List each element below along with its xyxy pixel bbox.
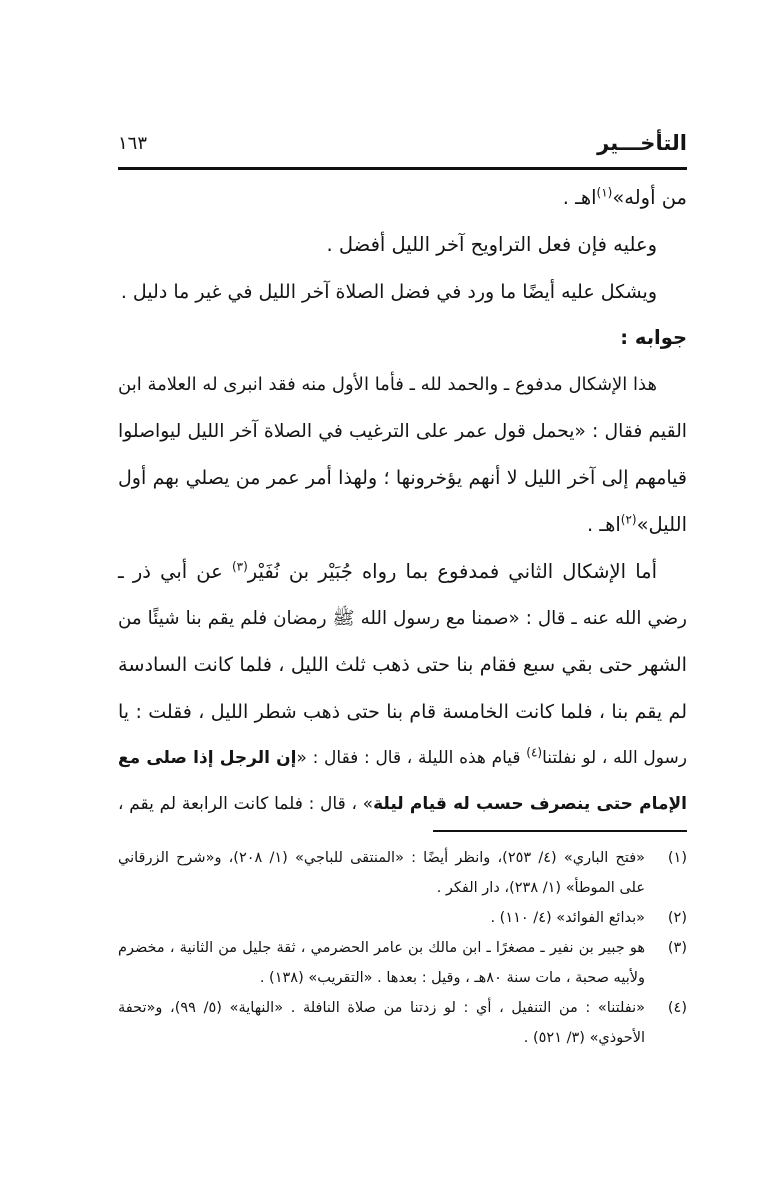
footnote-3 [118, 933, 687, 963]
body-line-7: قيامهم إلى آخر الليل لا أنهم يؤخرونها ؛ ولهذا أمر عمر من يصلي بهم أول [118, 467, 687, 489]
footnote-text: «فتح الباري» (٤/ ٢٥٣)، وانظر أيضًا : «المنتقى للباجي» (١/ ٢٠٨)، و«شرح الزرقاني [118, 850, 645, 866]
hadith-quote-bold: إن الرجل إذا صلى مع [118, 748, 297, 768]
body-line-2: وعليه فإن فعل التراويح آخر الليل أفضل . [326, 233, 657, 256]
line-text: الليل» [636, 513, 687, 536]
footnote-text: «نفلتنا» : من التنفيل ، أي : لو زدتنا من صلاة النافلة . «النهاية» (٥/ ٩٩)، و«تحفة [118, 1000, 646, 1016]
header-divider [118, 167, 687, 170]
running-header [118, 126, 687, 160]
page-number: ١٦٣ [118, 132, 148, 154]
line-text-cont: قيام هذه الليلة ، قال : فقال : « [296, 748, 521, 768]
footnote-number: (١) [667, 850, 687, 866]
footnote-ref-3: (٣) [231, 559, 248, 574]
line-text: رسول الله ، لو نفلتنا [542, 748, 688, 768]
body-line-12: لم يقم بنا ، فلما كانت الخامسة قام بنا حتى ذهب شطر الليل ، فقلت : يا [118, 701, 687, 723]
line-text-cont: » ، قال : فلما كانت الرابعة لم يقم ، [118, 794, 374, 814]
body-line-9 [118, 552, 687, 592]
line-text: من أوله» [612, 186, 687, 209]
footnote-ref-4: (٤) [526, 745, 543, 760]
footnote-4-cont [118, 1023, 687, 1053]
line-text: أما الإشكال الثاني فمدفوع بما رواه جُبَيْر بن نُفَيْر [247, 560, 657, 583]
footnote-divider [433, 830, 687, 832]
footnote-text: الأحوذي» (٣/ ٥٢١) . [523, 1030, 645, 1046]
footnote-text: «بدائع الفوائد» (٤/ ١١٠) . [490, 910, 645, 926]
footnote-number: (٤) [667, 1000, 687, 1016]
line-text-cont: عن أبي ذر ـ [118, 560, 223, 583]
footnote-1 [118, 843, 687, 873]
footnote-2 [118, 903, 687, 933]
footnote-ref-2: (٢) [620, 512, 637, 527]
body-line-8 [118, 505, 687, 545]
body-line-5: هذا الإشكال مدفوع ـ والحمد لله ـ فأما الأول منه فقد انبرى له العلامة ابن [118, 374, 657, 395]
chapter-title: التأخـــير [597, 131, 687, 155]
body-line-3: ويشكل عليه أيضًا ما ورد في فضل الصلاة آخر الليل في غير ما دليل . [120, 281, 657, 303]
footnote-number: (٢) [667, 910, 687, 926]
footnote-text: ولأبيه صحبة ، مات سنة ٨٠هـ ، وقيل : بعدها . «التقريب» (١٣٨) . [259, 970, 645, 986]
footnote-4 [118, 993, 687, 1023]
line-end: اهـ . [562, 186, 597, 209]
body-line-10: رضي الله عنه ـ قال : «صمنا مع رسول الله ﷺ رمضان فلم يقم بنا شيئًا من [118, 608, 687, 629]
footnote-ref-1: (١) [596, 185, 613, 200]
section-heading-answer: جوابه : [620, 326, 687, 349]
footnote-3-cont [118, 963, 687, 993]
body-line-1 [118, 178, 687, 218]
body-line-11: الشهر حتى بقي سبع فقام بنا حتى ذهب ثلث الليل ، فلما كانت السادسة [118, 653, 687, 676]
hadith-quote-bold: الإمام حتى ينصرف حسب له قيام ليلة [373, 794, 687, 814]
body-line-14 [118, 784, 687, 824]
footnote-text: على الموطأ» (١/ ٢٣٨)، دار الفكر . [436, 880, 645, 896]
body-line-6: القيم فقال : «يحمل قول عمر على الترغيب في الصلاة آخر الليل ليواصلوا [118, 421, 687, 442]
footnote-text: هو جبير بن نفير ـ مصغرًا ـ ابن مالك بن عامر الحضرمي ، ثقة جليل من الثانية ، مخضرم [118, 940, 645, 956]
footnote-1-cont [118, 873, 687, 903]
footnote-number: (٣) [667, 940, 687, 956]
line-end: اهـ . [586, 513, 621, 536]
body-line-13 [118, 738, 687, 778]
